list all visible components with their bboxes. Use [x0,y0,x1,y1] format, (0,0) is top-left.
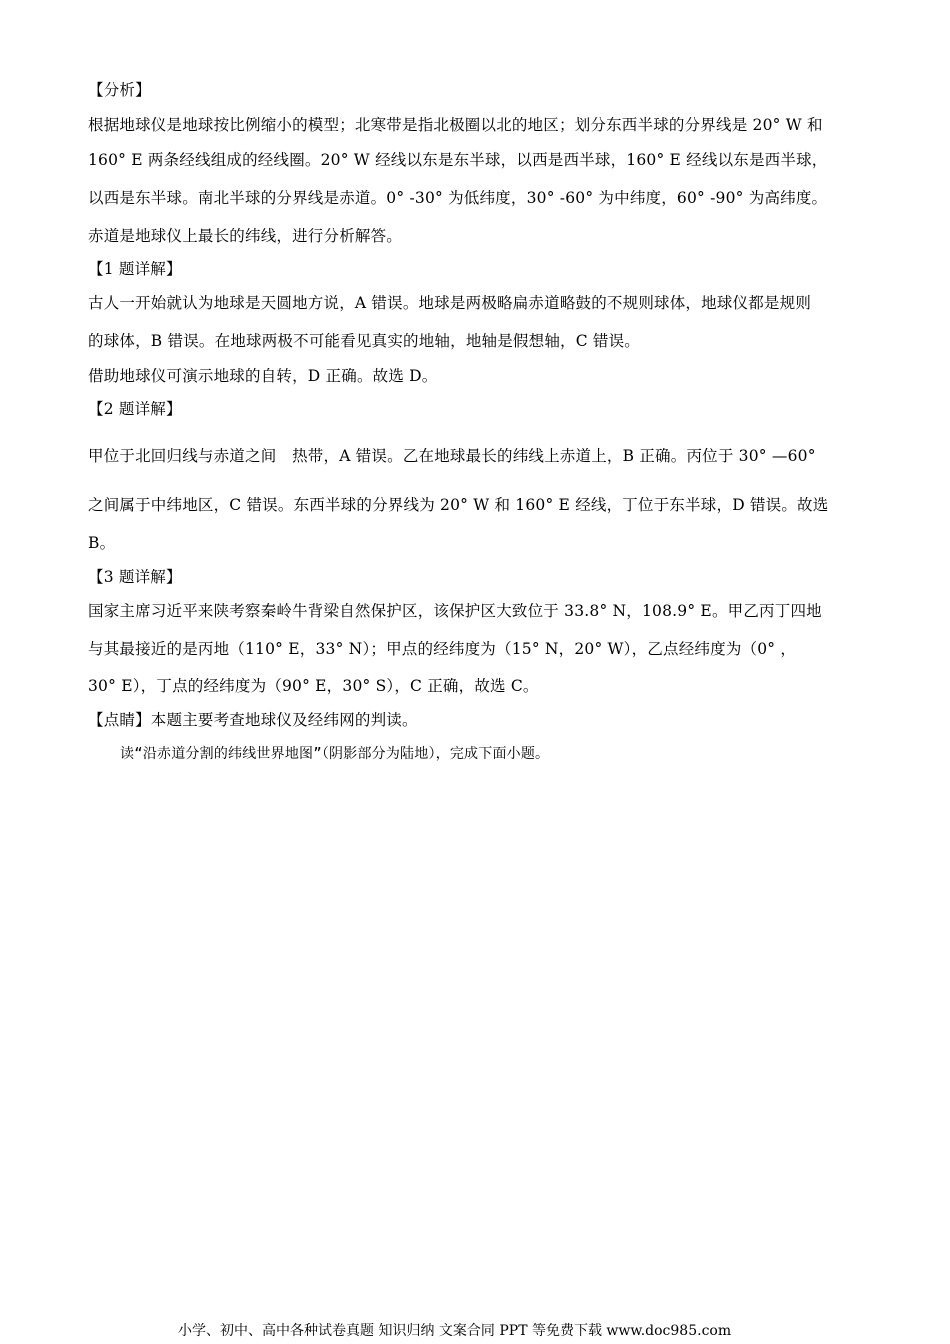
q3-heading: 【3 题详解】 [88,568,182,586]
next-question-prompt: 读“沿赤道分割的纬线世界地图”（阴影部分为陆地），完成下面小题。 [120,746,550,762]
q2-heading: 【2 题详解】 [88,400,182,418]
analysis-heading: 【分析】 [88,81,151,99]
analysis-line: 以西是东半球。南北半球的分界线是赤道。0° -30° 为低纬度，30° -60° 为中纬度，60° -90° 为高纬度。 [88,189,828,207]
analysis-line: 160° E 两条经线组成的经线圈。20° W 经线以东是东半球，以西是西半球，160° E 经线以东是西半球， [88,151,828,169]
q1-line: 古人一开始就认为地球是天圆地方说，A 错误。地球是两极略扁赤道略鼓的不规则球体，地球仪都是规则 [88,294,812,312]
q1-heading: 【1 题详解】 [88,260,182,278]
footer-text: 小学、初中、高中各种试卷真题 知识归纳 文案合同 PPT 等免费下载 www.doc985.com [178,1323,732,1339]
tip-line: 【点睛】本题主要考查地球仪及经纬网的判读。 [88,711,418,729]
q2-line: 甲位于北回归线与赤道之间 热带，A 错误。乙在地球最长的纬线上赤道上，B 正确。丙位于 30° —60° [88,447,816,465]
q3-line: 与其最接近的是丙地（110° E，33° N）；甲点的经纬度为（15° N，20° W），乙点经纬度为（0° ， [88,640,797,658]
q2-line: B。 [88,534,116,552]
q1-line: 借助地球仪可演示地球的自转，D 正确。故选 D。 [88,367,438,385]
q3-line: 30° E），丁点的经纬度为（90° E，30° S），C 正确，故选 C。 [88,677,539,695]
q2-line: 之间属于中纬地区，C 错误。东西半球的分界线为 20° W 和 160° E 经线，丁位于东半球，D 错误。故选 [88,496,829,514]
q1-line: 的球体，B 错误。在地球两极不可能看见真实的地轴，地轴是假想轴，C 错误。 [88,332,641,350]
analysis-line: 根据地球仪是地球按比例缩小的模型；北寒带是指北极圈以北的地区；划分东西半球的分界线是 20° W 和 [88,116,823,134]
analysis-line: 赤道是地球仪上最长的纬线，进行分析解答。 [88,227,403,245]
q3-line: 国家主席习近平来陕考察秦岭牛背梁自然保护区，该保护区大致位于 33.8° N，108.9° E。甲乙丙丁四地 [88,602,822,620]
